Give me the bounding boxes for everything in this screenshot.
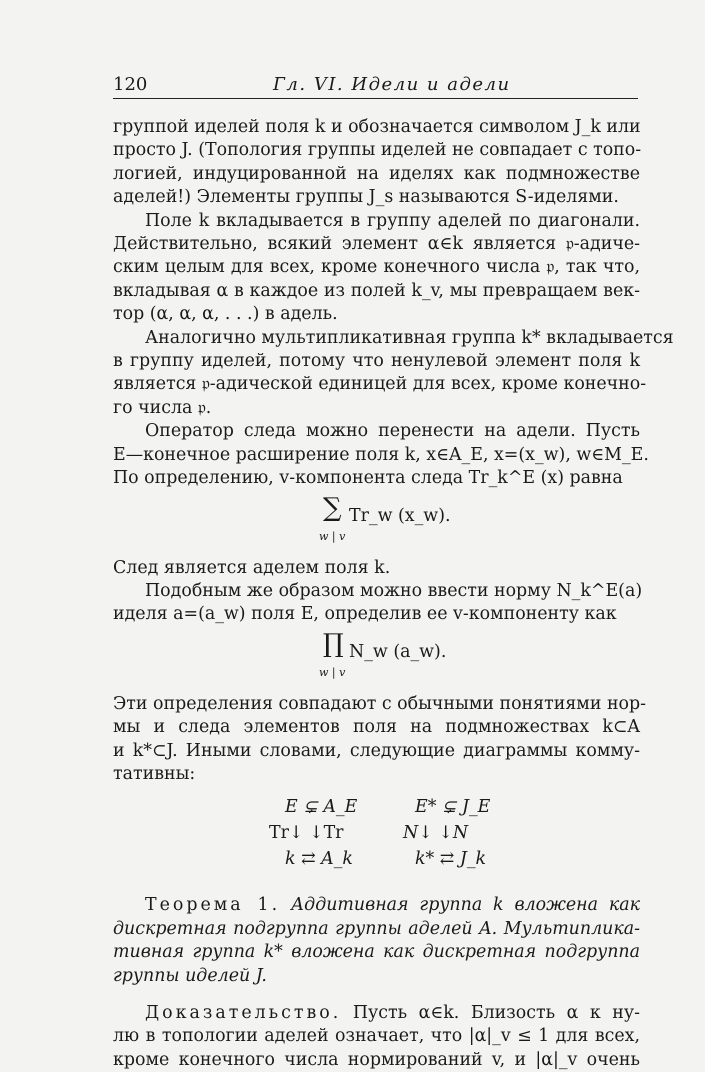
text-line: является 𝔭-адической единицей для всех, кроме конечно- bbox=[113, 374, 647, 395]
text-line: Подобным же образом можно ввести норму N_k^E(a) bbox=[145, 580, 643, 601]
theorem-text: Аддитивная группа k вложена как bbox=[291, 895, 640, 916]
theorem bbox=[113, 894, 640, 988]
text-line: тор (α, α, α, . . .) в адель. bbox=[113, 304, 338, 325]
diagram-left-bottom: k ⇄ A_k bbox=[285, 849, 353, 870]
diagram-left-mid: Tr↓ ↓Tr bbox=[269, 823, 344, 844]
proof bbox=[113, 1002, 640, 1072]
text-line: просто J. (Топология группы иделей не совпадает с топо- bbox=[113, 140, 642, 161]
diagram-left-top: E ⊊ A_E bbox=[285, 797, 358, 818]
sum-subscript: w | v bbox=[319, 529, 346, 543]
text-line: группой идeлей поля k и обозначается символом J_k или bbox=[113, 117, 641, 137]
trace-formula bbox=[113, 492, 640, 547]
proof-text: Пусть α∈k. Близость α к ну- bbox=[352, 1002, 640, 1023]
paragraph-4 bbox=[113, 420, 649, 490]
text-line: и k*⊂J. Иными словами, следующие диаграммы комму- bbox=[113, 740, 640, 761]
text-line: го числа 𝔭. bbox=[113, 397, 212, 418]
paragraph-5 bbox=[113, 557, 640, 580]
paragraph-3 bbox=[113, 327, 674, 421]
paragraph-1 bbox=[113, 116, 640, 210]
text-line: кроме конечного числа нормирований v, и |α|_v очень bbox=[113, 1049, 640, 1070]
text-line: E—конечное расширение поля k, x∈A_E, x=(x_w), w∈M_E. bbox=[113, 444, 649, 465]
text-line: Оператор следа можно перенести на адели. Пусть bbox=[145, 421, 640, 442]
norm-formula bbox=[113, 628, 640, 683]
text-line: Действительно, всякий элемент α∈k является 𝔭-адиче- bbox=[113, 234, 640, 255]
text-line: Аналогично мультипликативная группа k* вкладывается bbox=[145, 327, 674, 348]
paragraph-7 bbox=[113, 693, 647, 787]
text-line: лю в топологии аделей означает, что |α|_v ≤ 1 для всех, bbox=[113, 1026, 640, 1047]
text-line: След является аделем поля k. bbox=[113, 557, 391, 578]
commutative-diagrams bbox=[113, 792, 640, 880]
text-line: тивная группа k* вложена как дискретная подгруппа bbox=[113, 942, 640, 963]
text-line: По определению, v-компонента следа Tr_k^E (x) равна bbox=[113, 468, 623, 489]
text-line: ским целым для всех, кроме конечного числа 𝔭, так что, bbox=[113, 257, 640, 278]
text-line: группы иделей J. bbox=[113, 965, 267, 986]
text-line: Поле k вкладывается в группу аделей по диагонали. bbox=[145, 210, 640, 231]
text-line: иделя a=(a_w) поля E, определив ее v-компоненту как bbox=[113, 604, 617, 625]
text-line: вкладывая α в каждое из полей k_v, мы превращаем век- bbox=[113, 280, 640, 301]
product-subscript: w | v bbox=[319, 665, 346, 679]
diagram-right-top: E* ⊊ J_E bbox=[415, 797, 491, 818]
sum-symbol: ∑ bbox=[323, 492, 342, 523]
text-line: логией, индуцированной на иделях как подмножестве bbox=[113, 163, 640, 184]
text-line bbox=[113, 1002, 640, 1025]
text-line bbox=[113, 894, 640, 917]
paragraph-2 bbox=[113, 210, 640, 327]
text-line: дискретная подгруппа группы аделей A. Мультиплика- bbox=[113, 918, 640, 939]
text-line: мы и следа элементов поля на подмножествах k⊂A bbox=[113, 717, 640, 738]
text-line: Эти определения совпадают с обычными понятиями нор- bbox=[113, 693, 647, 714]
product-symbol: ∏ bbox=[323, 628, 344, 659]
page-number: 120 bbox=[113, 74, 148, 95]
diagram-right-mid: N↓ ↓N bbox=[403, 823, 469, 844]
paragraph-6 bbox=[113, 580, 643, 627]
formula-expression: N_w (a_w). bbox=[349, 641, 447, 662]
running-header bbox=[113, 72, 638, 99]
text-line: тативны: bbox=[113, 763, 196, 784]
text-body bbox=[113, 116, 674, 1072]
proof-label: Доказательство. bbox=[145, 1002, 342, 1023]
text-line: аделей!) Элементы группы J_s называются S-иделями. bbox=[113, 187, 619, 208]
text-line: в группу иделей, потому что ненулевой элемент поля k bbox=[113, 351, 640, 372]
chapter-title: Гл. VI. Идели и адели bbox=[273, 74, 511, 95]
formula-expression: Tr_w (x_w). bbox=[349, 505, 451, 526]
diagram-right-bottom: k* ⇄ J_k bbox=[415, 849, 487, 870]
theorem-label: Теорема 1. bbox=[145, 895, 281, 916]
